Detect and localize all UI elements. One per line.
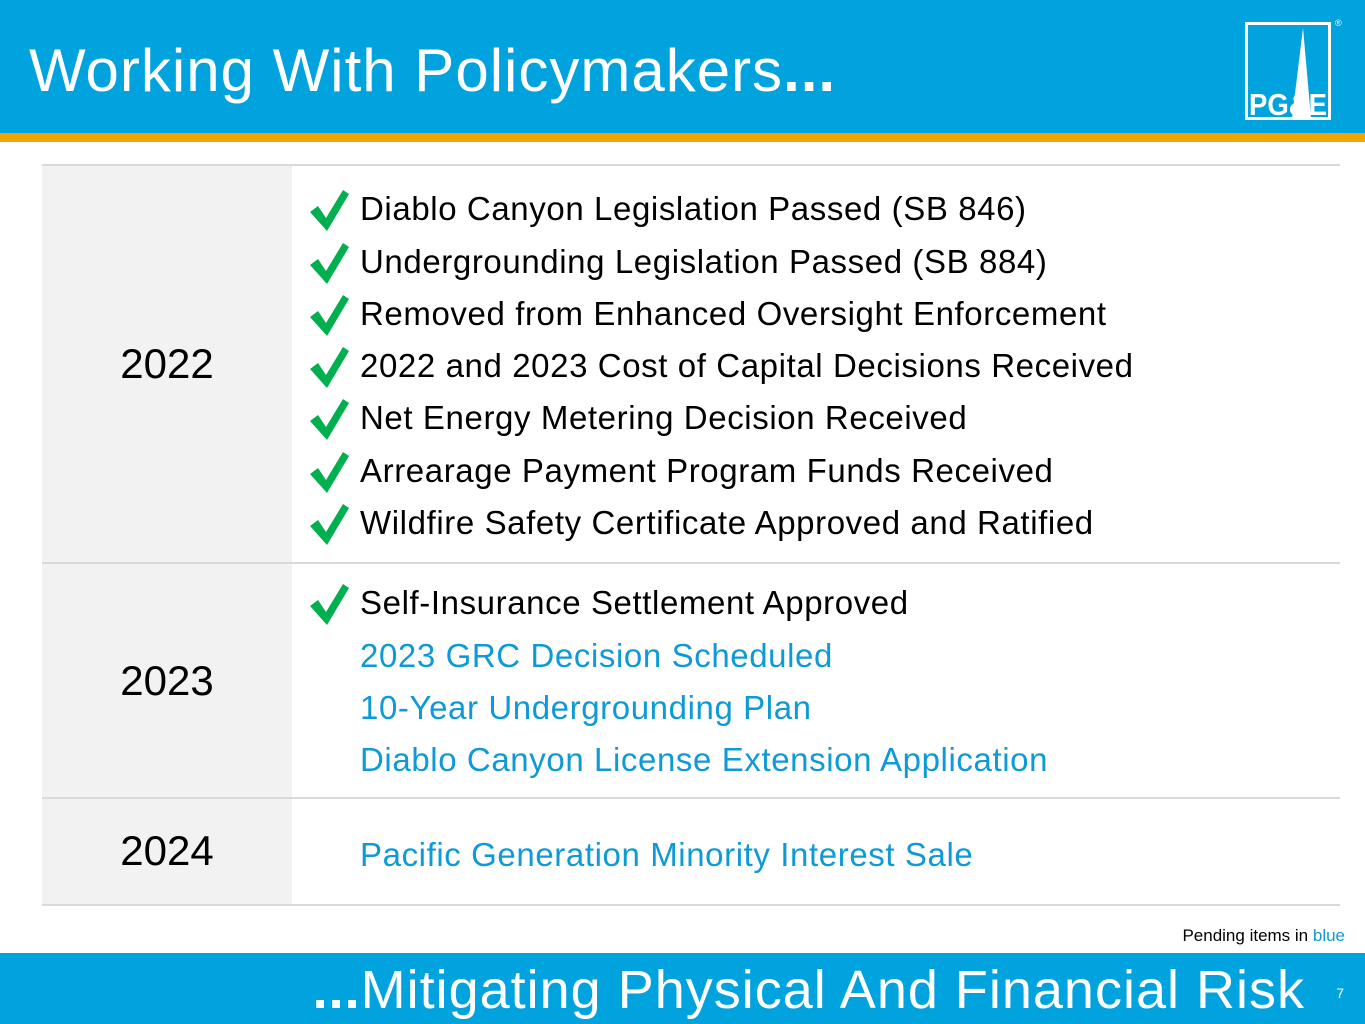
milestone-text: Wildfire Safety Certificate Approved and Ratified — [360, 504, 1094, 542]
year-label: 2022 — [42, 166, 292, 562]
milestone-text: 2022 and 2023 Cost of Capital Decisions Received — [360, 347, 1134, 385]
table-row — [42, 164, 1340, 562]
list-item — [308, 337, 1340, 389]
milestone-text: Self-Insurance Settlement Approved — [360, 584, 909, 622]
list-item — [308, 285, 1340, 337]
list-item — [308, 679, 1340, 731]
registered-mark: ® — [1335, 18, 1342, 28]
milestone-text: Diablo Canyon Legislation Passed (SB 846) — [360, 190, 1027, 228]
year-label: 2023 — [42, 564, 292, 797]
milestone-text: 2023 GRC Decision Scheduled — [360, 636, 833, 674]
list-item — [308, 626, 1340, 678]
check-icon — [308, 500, 360, 546]
slide-title-text: Working With Policymakers — [29, 37, 784, 104]
header-accent-stripe — [0, 133, 1365, 142]
check-icon — [308, 448, 360, 494]
slide-title-ellipsis: ... — [783, 37, 837, 104]
pge-logo — [1245, 22, 1331, 120]
list-item — [308, 731, 1340, 783]
table-row — [42, 797, 1340, 905]
footer-tagline — [313, 957, 1305, 1023]
check-icon — [308, 186, 360, 232]
check-placeholder — [308, 633, 360, 679]
milestone-text: Arrearage Payment Program Funds Received — [360, 451, 1054, 489]
list-item — [308, 494, 1340, 546]
page-number: 7 — [1336, 985, 1344, 1001]
check-icon — [308, 343, 360, 389]
footnote-text: Pending items in — [1182, 926, 1313, 945]
slide-title — [29, 36, 836, 106]
list-item — [308, 389, 1340, 441]
check-icon — [308, 239, 360, 285]
list-item — [308, 825, 1340, 877]
table-row — [42, 562, 1340, 797]
list-item — [308, 441, 1340, 493]
check-icon — [308, 291, 360, 337]
footer-tagline-text: Mitigating Physical And Financial Risk — [360, 960, 1305, 1020]
check-placeholder — [308, 685, 360, 731]
milestone-text: Removed from Enhanced Oversight Enforcement — [360, 294, 1107, 332]
policy-timeline-table — [42, 164, 1340, 906]
list-item — [308, 232, 1340, 284]
milestone-list — [292, 564, 1340, 797]
footer-ellipsis: ... — [312, 960, 361, 1020]
list-item — [308, 574, 1340, 626]
footnote-blue-word: blue — [1312, 926, 1345, 945]
check-icon — [308, 580, 360, 626]
milestone-text: Diablo Canyon License Extension Application — [360, 741, 1049, 779]
milestone-list — [292, 799, 1340, 903]
milestone-text: Pacific Generation Minority Interest Sale — [360, 835, 974, 873]
milestone-text: 10-Year Undergrounding Plan — [360, 688, 812, 726]
list-item — [308, 180, 1340, 232]
legend-footnote — [1182, 926, 1345, 946]
logo-text: PG&E — [1249, 87, 1327, 120]
check-placeholder — [308, 737, 360, 783]
milestone-text: Net Energy Metering Decision Received — [360, 399, 968, 437]
check-icon — [308, 395, 360, 441]
milestone-text: Undergrounding Legislation Passed (SB 884) — [360, 242, 1048, 280]
milestone-list — [292, 166, 1340, 562]
year-label: 2024 — [42, 799, 292, 903]
check-placeholder — [308, 832, 360, 878]
